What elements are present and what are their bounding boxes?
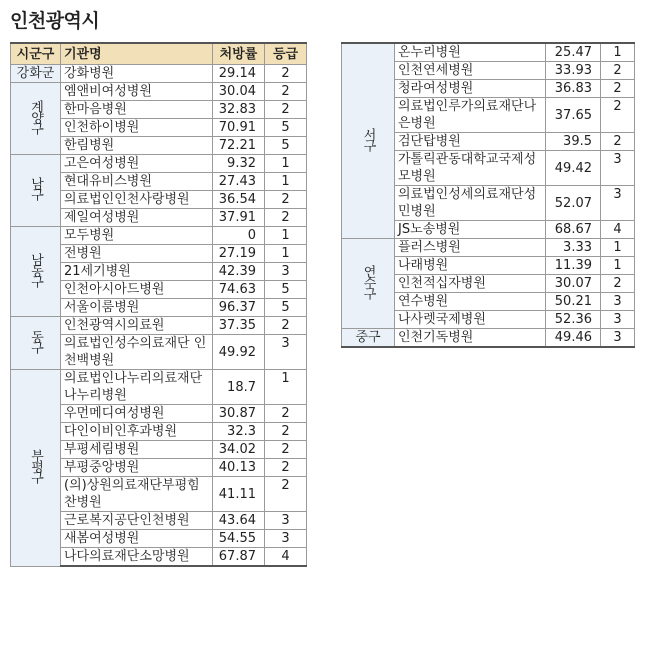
grade-value: 3 bbox=[601, 186, 635, 221]
prescription-rate: 43.64 bbox=[213, 512, 265, 530]
grade-value: 2 bbox=[265, 83, 307, 101]
grade-value: 3 bbox=[601, 329, 635, 348]
prescription-rate: 68.67 bbox=[546, 221, 601, 239]
district-label: 남동구 bbox=[28, 252, 43, 286]
prescription-rate: 3.33 bbox=[546, 239, 601, 257]
grade-value: 1 bbox=[601, 239, 635, 257]
hospital-name: 인천아시아드병원 bbox=[61, 281, 213, 299]
prescription-rate: 70.91 bbox=[213, 119, 265, 137]
grade-value: 3 bbox=[265, 263, 307, 281]
header-grade: 등급 bbox=[265, 43, 307, 65]
hospital-name: 의료법인루가의료재단나은병원 bbox=[395, 98, 546, 133]
hospital-name: 플러스병원 bbox=[395, 239, 546, 257]
prescription-rate: 49.46 bbox=[546, 329, 601, 348]
hospital-name: 전병원 bbox=[61, 245, 213, 263]
hospital-name: 나다의료재단소망병원 bbox=[61, 548, 213, 567]
grade-value: 1 bbox=[601, 43, 635, 62]
hospital-name: 인천연세병원 bbox=[395, 62, 546, 80]
prescription-rate: 41.11 bbox=[213, 477, 265, 512]
grade-value: 1 bbox=[265, 245, 307, 263]
grade-value: 2 bbox=[265, 65, 307, 83]
prescription-rate: 74.63 bbox=[213, 281, 265, 299]
grade-value: 2 bbox=[601, 80, 635, 98]
prescription-rate: 52.07 bbox=[546, 186, 601, 221]
district-label: 계양구 bbox=[28, 99, 43, 133]
grade-value: 1 bbox=[265, 227, 307, 245]
prescription-rate: 34.02 bbox=[213, 441, 265, 459]
hospital-name: 고은여성병원 bbox=[61, 155, 213, 173]
table-row bbox=[11, 317, 307, 335]
prescription-rate: 30.04 bbox=[213, 83, 265, 101]
prescription-rate: 11.39 bbox=[546, 257, 601, 275]
hospital-name: 우먼메디여성병원 bbox=[61, 405, 213, 423]
grade-value: 3 bbox=[601, 293, 635, 311]
hospital-name: 모두병원 bbox=[61, 227, 213, 245]
prescription-rate: 30.87 bbox=[213, 405, 265, 423]
prescription-rate: 9.32 bbox=[213, 155, 265, 173]
table-row bbox=[11, 65, 307, 83]
grade-value: 2 bbox=[265, 101, 307, 119]
prescription-rate: 67.87 bbox=[213, 548, 265, 567]
prescription-rate: 37.35 bbox=[213, 317, 265, 335]
prescription-rate: 27.43 bbox=[213, 173, 265, 191]
grade-value: 2 bbox=[265, 477, 307, 512]
grade-value: 2 bbox=[265, 459, 307, 477]
hospital-name: 엠앤비여성병원 bbox=[61, 83, 213, 101]
prescription-rate: 36.54 bbox=[213, 191, 265, 209]
district-label: 연수구 bbox=[360, 264, 376, 298]
grade-value: 2 bbox=[265, 317, 307, 335]
table-row bbox=[342, 239, 635, 257]
hospital-name: 부평중앙병원 bbox=[61, 459, 213, 477]
grade-value: 3 bbox=[601, 151, 635, 186]
table-row bbox=[11, 370, 307, 405]
prescription-rate: 27.19 bbox=[213, 245, 265, 263]
hospital-name: 의료법인인천사랑병원 bbox=[61, 191, 213, 209]
prescription-rate: 0 bbox=[213, 227, 265, 245]
right-table-body bbox=[342, 43, 635, 347]
grade-value: 2 bbox=[265, 191, 307, 209]
grade-value: 5 bbox=[265, 299, 307, 317]
grade-value: 4 bbox=[601, 221, 635, 239]
district-label: 서구 bbox=[360, 127, 376, 150]
table-row bbox=[342, 43, 635, 62]
prescription-rate: 54.55 bbox=[213, 530, 265, 548]
prescription-rate: 52.36 bbox=[546, 311, 601, 329]
hospital-name: 의료법인성수의료재단 인천백병원 bbox=[61, 335, 213, 370]
grade-value: 5 bbox=[265, 137, 307, 155]
prescription-rate: 30.07 bbox=[546, 275, 601, 293]
grade-value: 2 bbox=[265, 441, 307, 459]
hospital-name: 인천광역시의료원 bbox=[61, 317, 213, 335]
grade-value: 1 bbox=[265, 173, 307, 191]
prescription-rate: 96.37 bbox=[213, 299, 265, 317]
grade-value: 2 bbox=[601, 62, 635, 80]
hospital-name: 의료법인나누리의료재단나누리병원 bbox=[61, 370, 213, 405]
prescription-rate: 72.21 bbox=[213, 137, 265, 155]
hospital-name: 연수병원 bbox=[395, 293, 546, 311]
grade-value: 1 bbox=[265, 370, 307, 405]
table-row bbox=[342, 329, 635, 348]
prescription-rate: 50.21 bbox=[546, 293, 601, 311]
prescription-rate: 49.92 bbox=[213, 335, 265, 370]
district-label: 남구 bbox=[28, 177, 43, 199]
district-cell bbox=[11, 83, 61, 155]
hospital-name: 강화병원 bbox=[61, 65, 213, 83]
grade-value: 1 bbox=[601, 257, 635, 275]
header-hospital: 기관명 bbox=[61, 43, 213, 65]
district-cell bbox=[342, 43, 395, 239]
grade-value: 1 bbox=[265, 155, 307, 173]
hospital-name: 근로복지공단인천병원 bbox=[61, 512, 213, 530]
grade-value: 5 bbox=[265, 119, 307, 137]
district-cell bbox=[11, 155, 61, 227]
grade-value: 2 bbox=[601, 98, 635, 133]
prescription-rate: 39.5 bbox=[546, 133, 601, 151]
prescription-rate: 18.7 bbox=[213, 370, 265, 405]
hospital-name: 한마음병원 bbox=[61, 101, 213, 119]
hospital-name: 제일여성병원 bbox=[61, 209, 213, 227]
prescription-rate: 36.83 bbox=[546, 80, 601, 98]
hospital-name: 다인이비인후과병원 bbox=[61, 423, 213, 441]
district-cell bbox=[11, 317, 61, 370]
district-label: 중구 bbox=[342, 329, 395, 348]
prescription-rate: 25.47 bbox=[546, 43, 601, 62]
grade-value: 3 bbox=[601, 311, 635, 329]
grade-value: 3 bbox=[265, 512, 307, 530]
grade-value: 2 bbox=[601, 133, 635, 151]
hospital-name: 인천기독병원 bbox=[395, 329, 546, 348]
grade-value: 5 bbox=[265, 281, 307, 299]
hospital-name: 21세기병원 bbox=[61, 263, 213, 281]
prescription-rate: 32.83 bbox=[213, 101, 265, 119]
grade-value: 2 bbox=[265, 423, 307, 441]
left-table-body bbox=[11, 65, 307, 567]
header-row bbox=[11, 43, 307, 65]
prescription-rate: 33.93 bbox=[546, 62, 601, 80]
prescription-rate: 40.13 bbox=[213, 459, 265, 477]
district-cell bbox=[11, 227, 61, 317]
hospital-name: 서울이룸병원 bbox=[61, 299, 213, 317]
hospital-name: 나사렛국제병원 bbox=[395, 311, 546, 329]
district-label: 강화군 bbox=[11, 65, 61, 83]
district-label: 동구 bbox=[28, 329, 43, 352]
prescription-rate: 37.91 bbox=[213, 209, 265, 227]
prescription-rate: 37.65 bbox=[546, 98, 601, 133]
hospital-name: 한림병원 bbox=[61, 137, 213, 155]
hospital-name: 청라여성병원 bbox=[395, 80, 546, 98]
hospital-name: JS노송병원 bbox=[395, 221, 546, 239]
prescription-rate: 29.14 bbox=[213, 65, 265, 83]
table-row bbox=[11, 83, 307, 101]
grade-value: 2 bbox=[265, 405, 307, 423]
hospital-name: 나래병원 bbox=[395, 257, 546, 275]
header-rate: 처방률 bbox=[213, 43, 265, 65]
grade-value: 4 bbox=[265, 548, 307, 567]
hospital-name: 온누리병원 bbox=[395, 43, 546, 62]
table-row bbox=[11, 155, 307, 173]
right-table bbox=[341, 42, 635, 348]
hospital-name: 검단탑병원 bbox=[395, 133, 546, 151]
hospital-name: 의료법인성세의료재단성민병원 bbox=[395, 186, 546, 221]
hospital-name: 가톨릭관동대학교국제성모병원 bbox=[395, 151, 546, 186]
page-title: 인천광역시 bbox=[10, 10, 100, 32]
grade-value: 2 bbox=[265, 209, 307, 227]
prescription-rate: 32.3 bbox=[213, 423, 265, 441]
district-label: 부평구 bbox=[28, 448, 43, 482]
hospital-name: 새봄여성병원 bbox=[61, 530, 213, 548]
district-cell bbox=[342, 239, 395, 329]
hospital-name: (의)상원의료재단부평힘찬병원 bbox=[61, 477, 213, 512]
hospital-name: 인천하이병원 bbox=[61, 119, 213, 137]
hospital-name: 현대유비스병원 bbox=[61, 173, 213, 191]
hospital-name: 인천적십자병원 bbox=[395, 275, 546, 293]
prescription-rate: 49.42 bbox=[546, 151, 601, 186]
left-table bbox=[10, 42, 307, 567]
district-cell bbox=[11, 370, 61, 567]
prescription-rate: 42.39 bbox=[213, 263, 265, 281]
hospital-name: 부평세림병원 bbox=[61, 441, 213, 459]
table-row bbox=[11, 227, 307, 245]
grade-value: 3 bbox=[265, 335, 307, 370]
header-district: 시군구 bbox=[11, 43, 61, 65]
grade-value: 3 bbox=[265, 530, 307, 548]
grade-value: 2 bbox=[601, 275, 635, 293]
